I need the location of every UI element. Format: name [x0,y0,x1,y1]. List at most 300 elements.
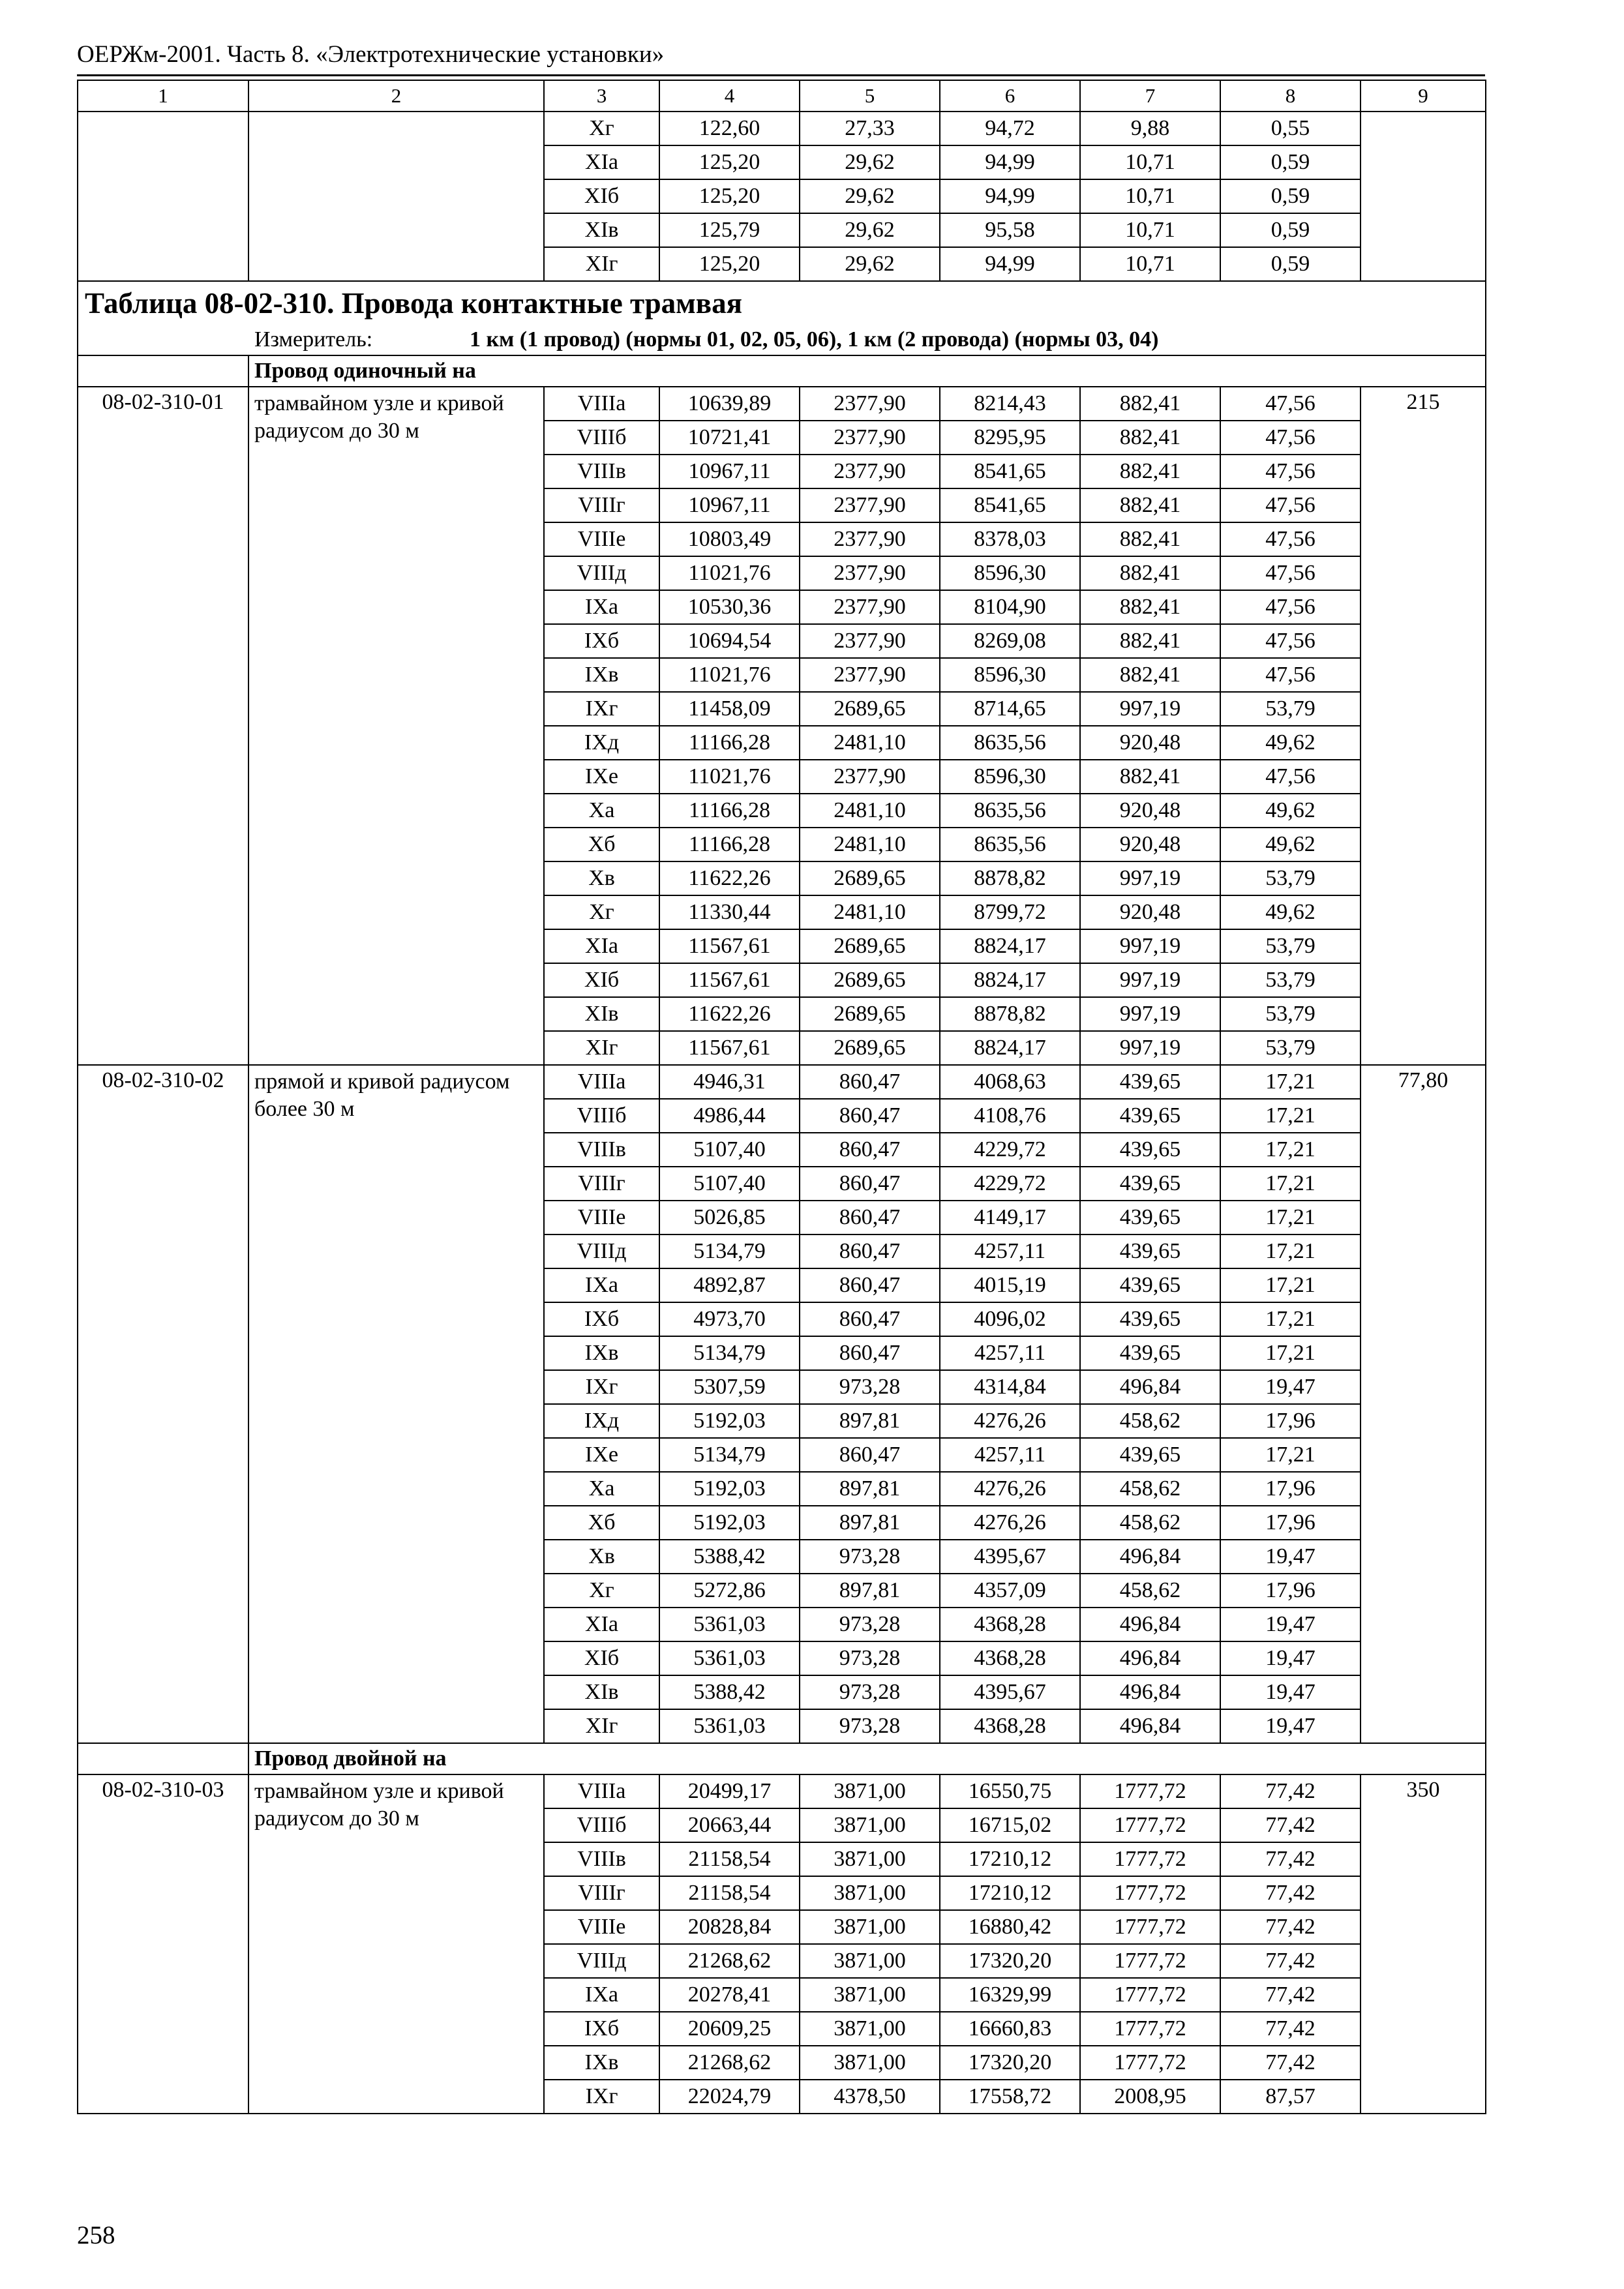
table-cell: VIIIг [544,1876,659,1910]
table-cell: 9,88 [1080,112,1220,145]
table-cell: Xг [544,1574,659,1608]
table-cell: 458,62 [1080,1404,1220,1438]
table-cell: 4096,02 [940,1302,1080,1336]
table-cell: 439,65 [1080,1234,1220,1268]
description-cell: прямой и кривой радиусом более 30 м [248,1065,544,1743]
table-cell: 17210,12 [940,1876,1080,1910]
table-cell: XIв [544,997,659,1031]
table-cell: 8714,65 [940,692,1080,726]
table-cell: IXб [544,624,659,658]
table-cell: 53,79 [1220,963,1361,997]
table-cell: 4108,76 [940,1099,1080,1133]
table-cell: 882,41 [1080,760,1220,794]
table-cell: 94,99 [940,179,1080,213]
table-cell: 2481,10 [800,794,940,828]
table-cell: VIIIе [544,1910,659,1944]
table-cell: 10,71 [1080,179,1220,213]
table-cell: 3871,00 [800,2046,940,2080]
table-cell: 94,72 [940,112,1080,145]
table-cell: 19,47 [1220,1370,1361,1404]
table-cell: 10,71 [1080,145,1220,179]
table-cell: XIг [544,247,659,281]
column-number: 5 [800,80,940,112]
table-cell: 11330,44 [659,895,800,929]
table-cell: 973,28 [800,1540,940,1574]
table-cell: IXб [544,2012,659,2046]
table-cell: 439,65 [1080,1167,1220,1201]
table-cell: 8799,72 [940,895,1080,929]
table-cell: 1777,72 [1080,1842,1220,1876]
table-cell: 496,84 [1080,1370,1220,1404]
table-cell: 3871,00 [800,1944,940,1978]
table-cell: Xа [544,1472,659,1506]
running-header: ОЕРЖм-2001. Часть 8. «Электротехнические установки» [77,41,665,68]
table-cell: 0,59 [1220,247,1361,281]
empty-cell [78,355,248,387]
table-cell: XIб [544,1641,659,1675]
table-cell: 11166,28 [659,828,800,861]
table-cell: 47,56 [1220,488,1361,522]
table-cell: 860,47 [800,1302,940,1336]
table-cell: 20663,44 [659,1808,800,1842]
table-cell: 11622,26 [659,997,800,1031]
table-cell: VIIIд [544,556,659,590]
table-cell: 2377,90 [800,488,940,522]
table-cell: 8104,90 [940,590,1080,624]
table-cell: 3871,00 [800,2012,940,2046]
table-cell: 11622,26 [659,861,800,895]
table-cell: VIIIа [544,1774,659,1808]
table-cell: 5134,79 [659,1438,800,1472]
table-cell: 973,28 [800,1709,940,1743]
table-cell: XIв [544,1675,659,1709]
table-cell: 2689,65 [800,692,940,726]
table-cell: 29,62 [800,179,940,213]
table-cell: 8596,30 [940,658,1080,692]
table-cell: 4068,63 [940,1065,1080,1099]
table-cell: 920,48 [1080,828,1220,861]
table-cell: 10,71 [1080,213,1220,247]
table-cell: IXв [544,1336,659,1370]
table-cell: 4229,72 [940,1133,1080,1167]
table-cell: 3871,00 [800,1808,940,1842]
table-cell: 8378,03 [940,522,1080,556]
table-cell: 4368,28 [940,1709,1080,1743]
table-cell: 458,62 [1080,1506,1220,1540]
table-cell: 8596,30 [940,760,1080,794]
table-cell: VIIIд [544,1234,659,1268]
table-title: Таблица 08-02-310. Провода контактные трамвая [78,281,1486,325]
table-cell: 4276,26 [940,1472,1080,1506]
description-cell [248,112,544,281]
table-cell: 49,62 [1220,895,1361,929]
table-cell: IXд [544,1404,659,1438]
table-cell: 47,56 [1220,760,1361,794]
table-cell: 20828,84 [659,1910,800,1944]
empty-cell [78,1743,248,1774]
table-cell: 17,21 [1220,1099,1361,1133]
table-cell: XIг [544,1709,659,1743]
table-cell: 77,42 [1220,1876,1361,1910]
table-cell: IXа [544,1268,659,1302]
table-cell: 860,47 [800,1133,940,1167]
table-cell: 4973,70 [659,1302,800,1336]
table-cell: 2689,65 [800,997,940,1031]
table-cell: 439,65 [1080,1065,1220,1099]
table-cell: XIа [544,929,659,963]
column-number: 3 [544,80,659,112]
table-cell: 2689,65 [800,861,940,895]
table-cell: 21158,54 [659,1842,800,1876]
subheading-row [78,355,1486,387]
table-cell: 860,47 [800,1234,940,1268]
table-cell: 47,56 [1220,455,1361,488]
table-cell: 2377,90 [800,455,940,488]
table-cell: 1777,72 [1080,1808,1220,1842]
table-cell: 77,42 [1220,2046,1361,2080]
table-cell: 53,79 [1220,861,1361,895]
table-cell: 16329,99 [940,1978,1080,2012]
table-cell: 4276,26 [940,1404,1080,1438]
table-cell: 20499,17 [659,1774,800,1808]
table-cell: IXа [544,1978,659,2012]
column-number: 2 [248,80,544,112]
table-cell: 8824,17 [940,929,1080,963]
column-number: 6 [940,80,1080,112]
code-cell: 08-02-310-02 [78,1065,248,1743]
table-cell: 458,62 [1080,1472,1220,1506]
table-cell: 11166,28 [659,726,800,760]
table-cell: 11567,61 [659,929,800,963]
table-cell: XIб [544,179,659,213]
table-cell: VIIIб [544,1099,659,1133]
table-cell: 496,84 [1080,1709,1220,1743]
table-cell: 17,96 [1220,1472,1361,1506]
measure-row [78,325,1486,355]
table-cell: 0,59 [1220,179,1361,213]
table-cell: 47,56 [1220,522,1361,556]
table-cell: 920,48 [1080,895,1220,929]
description-cell: трамвайном узле и кривой радиусом до 30 м [248,387,544,1065]
table-cell: 77,42 [1220,2012,1361,2046]
table-cell: VIIIа [544,1065,659,1099]
table-cell: XIв [544,213,659,247]
table-cell: 17,21 [1220,1201,1361,1234]
table-cell: IXб [544,1302,659,1336]
table-cell: 882,41 [1080,522,1220,556]
table-cell: 2481,10 [800,895,940,929]
table-cell: XIа [544,145,659,179]
table-cell: Xг [544,112,659,145]
table-cell: 8269,08 [940,624,1080,658]
table-cell: 5107,40 [659,1167,800,1201]
table-cell: 5361,03 [659,1709,800,1743]
table-cell: 8878,82 [940,997,1080,1031]
table-cell: 20609,25 [659,2012,800,2046]
table-cell: 2008,95 [1080,2080,1220,2114]
table-cell: 17,21 [1220,1133,1361,1167]
table-cell: 11567,61 [659,963,800,997]
table-cell: 10530,36 [659,590,800,624]
table-title-row [78,281,1486,325]
table-cell: 4395,67 [940,1540,1080,1574]
table-cell: XIа [544,1608,659,1641]
table-cell: 21158,54 [659,1876,800,1910]
table-cell: VIIIа [544,387,659,421]
table-cell: 17,21 [1220,1234,1361,1268]
table-cell: VIIIб [544,1808,659,1842]
table-cell: 17,21 [1220,1438,1361,1472]
table-cell: VIIIв [544,1133,659,1167]
table-cell: VIIIг [544,1167,659,1201]
table-cell: IXа [544,590,659,624]
table-cell: 125,20 [659,247,800,281]
table-cell: 0,59 [1220,213,1361,247]
table-cell: IXв [544,2046,659,2080]
table-row [78,112,1486,145]
table-cell: 125,20 [659,179,800,213]
table-cell: 882,41 [1080,658,1220,692]
table-cell: IXе [544,1438,659,1472]
table-cell: IXд [544,726,659,760]
code-cell: 08-02-310-01 [78,387,248,1065]
table-cell: 2377,90 [800,760,940,794]
table-cell: 87,57 [1220,2080,1361,2114]
table-cell: 77,42 [1220,1774,1361,1808]
table-cell: 11166,28 [659,794,800,828]
table-cell: 2377,90 [800,387,940,421]
table-cell: 47,56 [1220,590,1361,624]
col9-cell: 215 [1361,387,1486,1065]
table-cell: 10967,11 [659,488,800,522]
table-cell: 920,48 [1080,794,1220,828]
table-cell: 4257,11 [940,1234,1080,1268]
table-cell: 882,41 [1080,421,1220,455]
column-number-row [78,80,1486,112]
table-cell: 4276,26 [940,1506,1080,1540]
table-cell: 860,47 [800,1336,940,1370]
table-cell: VIIIд [544,1944,659,1978]
table-cell: 10694,54 [659,624,800,658]
col9-cell [1361,112,1486,281]
table-cell: 17,96 [1220,1506,1361,1540]
table-cell: 860,47 [800,1065,940,1099]
table-cell: 8635,56 [940,828,1080,861]
table-cell: 5361,03 [659,1641,800,1675]
table-cell: 29,62 [800,213,940,247]
table-cell: 53,79 [1220,997,1361,1031]
table-cell: 860,47 [800,1099,940,1133]
table-cell: 882,41 [1080,556,1220,590]
table-cell: 997,19 [1080,692,1220,726]
table-cell: 10721,41 [659,421,800,455]
table-cell: VIIIе [544,1201,659,1234]
table-cell: 496,84 [1080,1641,1220,1675]
table-cell: 4314,84 [940,1370,1080,1404]
table-cell: 17210,12 [940,1842,1080,1876]
table-cell: VIIIе [544,522,659,556]
col9-cell: 77,80 [1361,1065,1486,1743]
table-row [78,387,1486,421]
table-cell: XIб [544,963,659,997]
table-cell: 5107,40 [659,1133,800,1167]
table-cell: 4015,19 [940,1268,1080,1302]
table-cell: 997,19 [1080,997,1220,1031]
table-cell: 47,56 [1220,387,1361,421]
table-cell: 4357,09 [940,1574,1080,1608]
table-cell: 0,59 [1220,145,1361,179]
table-row [78,1065,1486,1099]
table-cell: 17,21 [1220,1336,1361,1370]
table-cell: 10803,49 [659,522,800,556]
table-cell: Xа [544,794,659,828]
table-cell: 10967,11 [659,455,800,488]
table-cell: 1777,72 [1080,1774,1220,1808]
table-cell: 439,65 [1080,1302,1220,1336]
table-cell: 53,79 [1220,692,1361,726]
table-cell: 17,21 [1220,1167,1361,1201]
table-cell: 94,99 [940,247,1080,281]
table-cell: Xв [544,861,659,895]
table-cell: 897,81 [800,1472,940,1506]
table-cell: 8295,95 [940,421,1080,455]
table-cell: Xб [544,1506,659,1540]
table-cell: 5192,03 [659,1404,800,1438]
table-cell: 439,65 [1080,1438,1220,1472]
rates-table [77,80,1486,2114]
table-cell: 77,42 [1220,1842,1361,1876]
table-cell: 16660,83 [940,2012,1080,2046]
table-cell: 16880,42 [940,1910,1080,1944]
column-number: 9 [1361,80,1486,112]
table-cell: 897,81 [800,1404,940,1438]
table-cell: 8541,65 [940,455,1080,488]
table-cell: 897,81 [800,1574,940,1608]
table-cell: 439,65 [1080,1133,1220,1167]
table-cell: 21268,62 [659,2046,800,2080]
table-cell: 860,47 [800,1167,940,1201]
table-cell: 5388,42 [659,1675,800,1709]
table-cell: 496,84 [1080,1540,1220,1574]
header-rule [77,74,1485,76]
table-cell: 8635,56 [940,726,1080,760]
table-cell: 20278,41 [659,1978,800,2012]
table-cell: 882,41 [1080,488,1220,522]
subheading: Провод одиночный на [248,355,1486,387]
table-cell: 19,47 [1220,1641,1361,1675]
table-cell: 4368,28 [940,1641,1080,1675]
table-cell: VIIIг [544,488,659,522]
table-cell: 973,28 [800,1675,940,1709]
table-cell: 973,28 [800,1641,940,1675]
table-cell: 4892,87 [659,1268,800,1302]
table-cell: 17,21 [1220,1065,1361,1099]
table-cell: 2689,65 [800,1031,940,1065]
table-cell: VIIIв [544,455,659,488]
table-cell: 8596,30 [940,556,1080,590]
table-cell: 5307,59 [659,1370,800,1404]
table-cell: 439,65 [1080,1099,1220,1133]
table-cell: 47,56 [1220,624,1361,658]
table-cell: 2481,10 [800,726,940,760]
table-cell: IXг [544,692,659,726]
table-cell: 19,47 [1220,1608,1361,1641]
table-cell: 5192,03 [659,1506,800,1540]
table-cell: 860,47 [800,1268,940,1302]
table-cell: 4378,50 [800,2080,940,2114]
table-cell: VIIIв [544,1842,659,1876]
table-cell: 8824,17 [940,1031,1080,1065]
table-cell: 22024,79 [659,2080,800,2114]
subheading: Провод двойной на [248,1743,1486,1774]
table-cell: 27,33 [800,112,940,145]
table-cell: 49,62 [1220,794,1361,828]
measure-cell [78,325,1486,355]
table-cell: 2377,90 [800,590,940,624]
table-cell: 19,47 [1220,1675,1361,1709]
table-cell: Xв [544,1540,659,1574]
table-cell: IXг [544,1370,659,1404]
table-cell: 1777,72 [1080,2012,1220,2046]
table-cell: 0,55 [1220,112,1361,145]
table-cell: 16550,75 [940,1774,1080,1808]
table-cell: 2689,65 [800,929,940,963]
table-cell: 882,41 [1080,590,1220,624]
table-cell: 997,19 [1080,1031,1220,1065]
table-cell: 973,28 [800,1370,940,1404]
col9-cell: 350 [1361,1774,1486,2114]
description-cell: трамвайном узле и кривой радиусом до 30 м [248,1774,544,2114]
table-cell: 5026,85 [659,1201,800,1234]
measure-value: 1 км (1 провод) (нормы 01, 02, 05, 06), 1 км (2 провода) (нормы 03, 04) [470,327,1159,352]
table-cell: 8635,56 [940,794,1080,828]
table-cell: VIIIб [544,421,659,455]
table-cell: 49,62 [1220,828,1361,861]
table-cell: 1777,72 [1080,1876,1220,1910]
table-cell: 17320,20 [940,1944,1080,1978]
table-cell: 5134,79 [659,1336,800,1370]
column-number: 4 [659,80,800,112]
table-cell: 4368,28 [940,1608,1080,1641]
table-cell: 10,71 [1080,247,1220,281]
table-cell: 3871,00 [800,1910,940,1944]
table-cell: 8824,17 [940,963,1080,997]
table-cell: 3871,00 [800,1978,940,2012]
table-cell: 3871,00 [800,1774,940,1808]
table-cell: 11021,76 [659,658,800,692]
table-cell: 77,42 [1220,1808,1361,1842]
table-cell: 5388,42 [659,1540,800,1574]
table-cell: 4395,67 [940,1675,1080,1709]
table-cell: 49,62 [1220,726,1361,760]
table-cell: 19,47 [1220,1540,1361,1574]
table-cell: 47,56 [1220,658,1361,692]
table-cell: 125,79 [659,213,800,247]
table-cell: 1777,72 [1080,1978,1220,2012]
table-cell: IXв [544,658,659,692]
table-cell: 997,19 [1080,963,1220,997]
table-cell: 496,84 [1080,1675,1220,1709]
table-cell: 77,42 [1220,1944,1361,1978]
table-cell: 47,56 [1220,421,1361,455]
measure-label: Измеритель: [254,327,373,352]
table-cell: 95,58 [940,213,1080,247]
table-cell: 53,79 [1220,929,1361,963]
table-cell: 10639,89 [659,387,800,421]
code-cell: 08-02-310-03 [78,1774,248,2114]
table-cell: 17,21 [1220,1302,1361,1336]
column-number: 7 [1080,80,1220,112]
